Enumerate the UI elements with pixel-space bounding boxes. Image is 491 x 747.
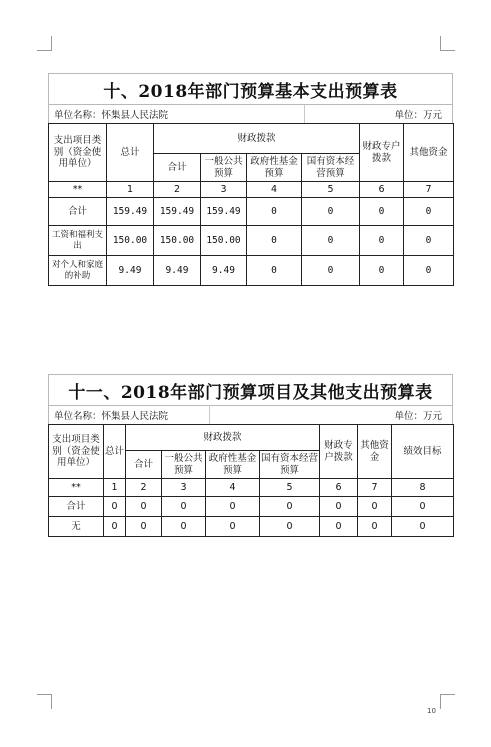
crop-mark-top-right: [440, 36, 455, 51]
header-general: 一般公共预算: [162, 451, 206, 479]
table-row: [49, 256, 454, 286]
header-gov-fund: 政府性基金预算: [247, 154, 302, 182]
cell-total: 0: [104, 517, 126, 537]
crop-mark-bottom-right: [440, 694, 455, 709]
cell-special: 0: [360, 198, 404, 226]
project-expenditure-budget-section: [48, 374, 453, 537]
index-cell: 6: [320, 479, 358, 497]
index-cell: 7: [404, 182, 454, 198]
cell-other: 0: [404, 226, 454, 256]
index-cell: 6: [360, 182, 404, 198]
cell-performance: 0: [392, 517, 454, 537]
header-state-capital: 国有资本经营预算: [260, 451, 320, 479]
project-expenditure-table: [48, 424, 454, 537]
cell-state-capital: 0: [260, 517, 320, 537]
index-cell: 1: [107, 182, 154, 198]
basic-expenditure-budget-section: [48, 73, 453, 286]
cell-gov-fund: 0: [247, 198, 302, 226]
cell-other: 0: [404, 198, 454, 226]
header-special: 财政专户拨款: [320, 425, 358, 479]
index-cell: 8: [392, 479, 454, 497]
header-subtotal: 合计: [154, 154, 201, 182]
index-cell: 1: [104, 479, 126, 497]
cell-subtotal: 0: [126, 517, 162, 537]
cell-performance: 0: [392, 497, 454, 517]
header-fiscal: 财政拨款: [154, 124, 360, 154]
index-cell: 7: [358, 479, 392, 497]
cell-state-capital: 0: [302, 256, 360, 286]
cell-gov-fund: 0: [247, 226, 302, 256]
table-row: [49, 517, 454, 537]
cell-general: 0: [162, 517, 206, 537]
cell-state-capital: 0: [302, 198, 360, 226]
cell-subtotal: 150.00: [154, 226, 201, 256]
table1-unit: 单位：万元: [394, 110, 442, 121]
cell-gov-fund: 0: [206, 497, 260, 517]
header-performance: 绩效目标: [392, 425, 454, 479]
index-cell: 2: [126, 479, 162, 497]
cell-total: 0: [104, 497, 126, 517]
header-other: 其他资金: [358, 425, 392, 479]
row-category: 合计: [49, 497, 104, 517]
header-gov-fund: 政府性基金预算: [206, 451, 260, 479]
cell-other: 0: [404, 256, 454, 286]
cell-subtotal: 0: [126, 497, 162, 517]
index-cell: 5: [302, 182, 360, 198]
cell-total: 9.49: [107, 256, 154, 286]
cell-general: 159.49: [201, 198, 247, 226]
index-cell: 2: [154, 182, 201, 198]
header-total: 总计: [107, 124, 154, 182]
cell-subtotal: 159.49: [154, 198, 201, 226]
table-row: [49, 182, 454, 198]
cell-subtotal: 9.49: [154, 256, 201, 286]
index-cell: 4: [206, 479, 260, 497]
header-category: 支出项目类别（资金使用单位）: [49, 425, 104, 479]
cell-other: 0: [358, 497, 392, 517]
crop-mark-bottom-left: [37, 694, 52, 709]
cell-general: 9.49: [201, 256, 247, 286]
cell-gov-fund: 0: [247, 256, 302, 286]
page-number: 10: [427, 707, 436, 715]
row-category: 合计: [49, 198, 107, 226]
table-row: [49, 497, 454, 517]
header-fiscal: 财政拨款: [126, 425, 320, 451]
index-cell: **: [49, 479, 104, 497]
header-subtotal: 合计: [126, 451, 162, 479]
cell-state-capital: 0: [260, 497, 320, 517]
header-state-capital: 国有资本经营预算: [302, 154, 360, 182]
table2-unit-name: 单位名称：怀集县人民法院: [54, 411, 169, 422]
row-category: 工资和福利支出: [49, 226, 107, 256]
header-general: 一般公共预算: [201, 154, 247, 182]
index-cell: 4: [247, 182, 302, 198]
cell-general: 150.00: [201, 226, 247, 256]
table2-title: 十一、2018年部门预算项目及其他支出预算表: [48, 374, 453, 405]
cell-gov-fund: 0: [206, 517, 260, 537]
cell-special: 0: [320, 517, 358, 537]
index-cell: 3: [162, 479, 206, 497]
header-other: 其他资金: [404, 124, 454, 182]
table-row: [49, 479, 454, 497]
crop-mark-top-left: [37, 36, 52, 51]
table2-unit: 单位：万元: [394, 411, 442, 422]
table2-unit-row: [48, 405, 453, 424]
table-row: [49, 198, 454, 226]
header-total: 总计: [104, 425, 126, 479]
header-category: 支出项目类别（资金使用单位）: [49, 124, 107, 182]
index-cell: 5: [260, 479, 320, 497]
cell-general: 0: [162, 497, 206, 517]
table1-unit-name: 单位名称：怀集县人民法院: [54, 110, 169, 121]
cell-special: 0: [360, 256, 404, 286]
cell-other: 0: [358, 517, 392, 537]
cell-special: 0: [320, 497, 358, 517]
cell-state-capital: 0: [302, 226, 360, 256]
index-cell: 3: [201, 182, 247, 198]
table1-unit-row: [48, 104, 453, 123]
header-special: 财政专户拨款: [360, 124, 404, 182]
cell-special: 0: [360, 226, 404, 256]
index-cell: **: [49, 182, 107, 198]
cell-total: 159.49: [107, 198, 154, 226]
table1-title: 十、2018年部门预算基本支出预算表: [48, 73, 453, 104]
row-category: 无: [49, 517, 104, 537]
basic-expenditure-table: [48, 123, 454, 286]
cell-total: 150.00: [107, 226, 154, 256]
table-row: [49, 226, 454, 256]
row-category: 对个人和家庭的补助: [49, 256, 107, 286]
